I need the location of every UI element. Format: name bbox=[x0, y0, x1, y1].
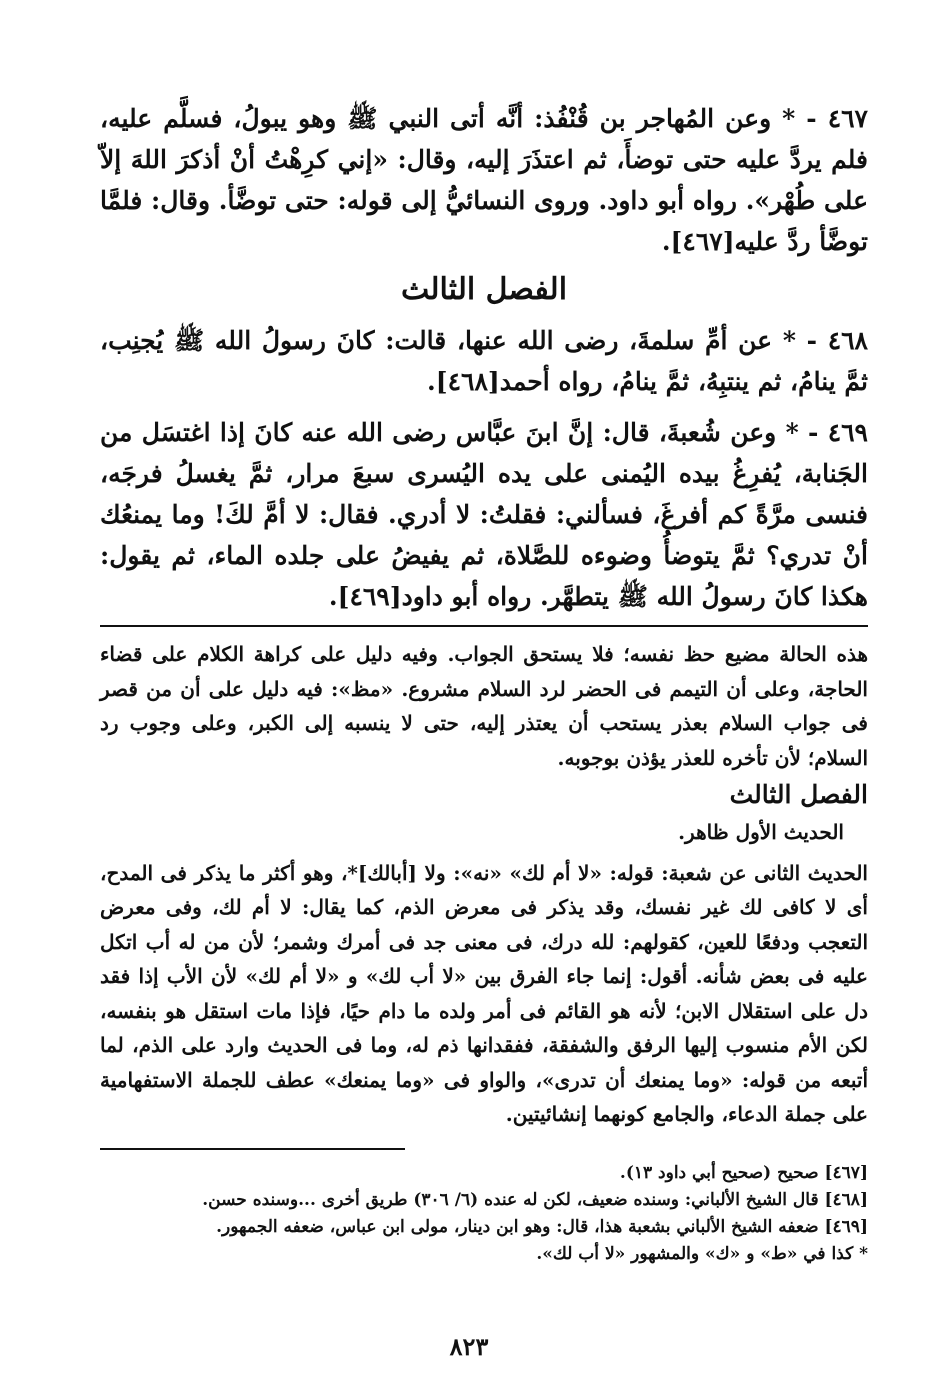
hadith-467-text: ٤٦٧ - * وعن المُهاجر بن قُنْفُذ: أنَّه أتى النبي ﷺ وهو يبولُ، فسلَّم عليه، فلم يردَّ عليه حتى توضأَ، ثم اعتذَرَ إليه، وقال: «إني كرِهْتُ أنْ أذكرَ اللهَ إلاّ على طُهْر». bbox=[100, 104, 868, 215]
hadith-467 bbox=[100, 98, 868, 262]
footnote-divider bbox=[100, 1148, 405, 1150]
commentary-paragraph-3: الحديث الثانى عن شعبة: قوله: «لا أم لك» «نه»: ولا [أبالك]*، وهو أكثر ما يذكر فى المدح، أى لا كافى لك غير نفسك، وقد يذكر فى معرض الذم، كما يقال: لا أم لك، وفى معرض التعجب ودفعًا للعين، كقولهم: لله درك، فى معنى جد فى أمرك وشمر؛ لأن من له أب اتكل عليه فى بعض شأنه. أقول: إنما جاء الفرق بين «لا أب لك» و «لا أم لك» لأن الأب إذا فقد دل على استقلال الابن؛ لأنه هو القائم فى أمر ولده ما دام حيًا، فإذا مات استقل هو بنفسه، لكن الأم منسوب إليها الرفق والشفقة، ففقدانها ذم له، وما فى الحديث وارد على الذم، لما أتبعه من قوله: «وما يمنعك أن تدرى»، والواو فى «وما يمنعك» عطف للجملة الاستفهامية على جملة الدعاء، والجامع كونهما إنشائيتين. bbox=[100, 860, 868, 1126]
footnote-468: [٤٦٨] قال الشيخ الألباني: وسنده ضعيف، لكن له عنده (٦/ ٣٠٦) طريق أخرى ...وسنده حسن. bbox=[202, 1189, 868, 1210]
footnotes bbox=[100, 1160, 868, 1268]
commentary-heading: الفصل الثالث bbox=[729, 780, 868, 809]
section-heading: الفصل الثالث bbox=[400, 272, 568, 307]
footnote-asterisk: * كذا في «ط» و «ك» والمشهور «لا أب لك». bbox=[536, 1243, 868, 1264]
commentary-paragraph-1: هذه الحالة مضيع حظ نفسه؛ فلا يستحق الجواب. وفيه دليل على كراهة الكلام على قضاء الحاجة، وعلى أن التيمم فى الحضر لرد السلام مشروع. «مظ»: فيه دليل على أن من قصر فى جواب السلام بعذر يستحب أن يعتذر إليه، حتى لا ينسبه إلى الكبر، وعلى وجوب رد السلام؛ لأن تأخره للعذر يؤذن بوجوبه. bbox=[100, 642, 868, 770]
commentary-paragraph-2: الحديث الأول ظاهر. bbox=[678, 820, 844, 844]
hadith-468: ٤٦٨ - * عن أمِّ سلمةَ، رضى الله عنها، قالت: كانَ رسولُ الله ﷺ يُجنِب، ثمَّ ينامُ، ثم ينتبِهُ، ثمَّ ينامُ، رواه أحمد[٤٦٨]. bbox=[100, 326, 868, 396]
hadith-467-reference: رواه أبو داود. وروى النسائيُّ إلى قوله: حتى توضَّأ. وقال: فلمَّا توضَّأ ردَّ عليه[٤٦٧]. bbox=[100, 186, 868, 256]
spacer bbox=[100, 402, 868, 412]
hadith-469: ٤٦٩ - * وعن شُعبةَ، قال: إنَّ ابنَ عبَّاس رضى الله عنه كانَ إذا اغتسَل من الجَنابة، يُفرِغُ بيده اليُمنى على يده اليُسرى سبعَ مرار، ثمَّ يغسلُ فرجَه، فنسى مرَّةً كم أفرغَ، فسألني: فقلتُ: لا أدري. فقال: لا أمَّ لكَ! وما يمنعُك أنْ تدري؟ ثمَّ يتوضأُ وضوءه للصَّلاة، ثم يفيضُ على جلده الماء، ثم يقول: هكذا كانَ رسولُ الله ﷺ يتطهَّر. رواه أبو داود[٤٦٩]. bbox=[100, 418, 868, 611]
footnote-469: [٤٦٩] ضعفه الشيخ الألباني بشعبة هذا، قال: وهو ابن دينار، مولى ابن عباس، ضعفه الجمهور. bbox=[216, 1216, 868, 1237]
page-number: ٨٢٣ bbox=[449, 1332, 489, 1361]
page-content bbox=[100, 98, 868, 1268]
commentary-divider bbox=[100, 625, 868, 627]
footnote-467: [٤٦٧] صحيح (صحيح أبي داود ١٣). bbox=[619, 1162, 868, 1183]
